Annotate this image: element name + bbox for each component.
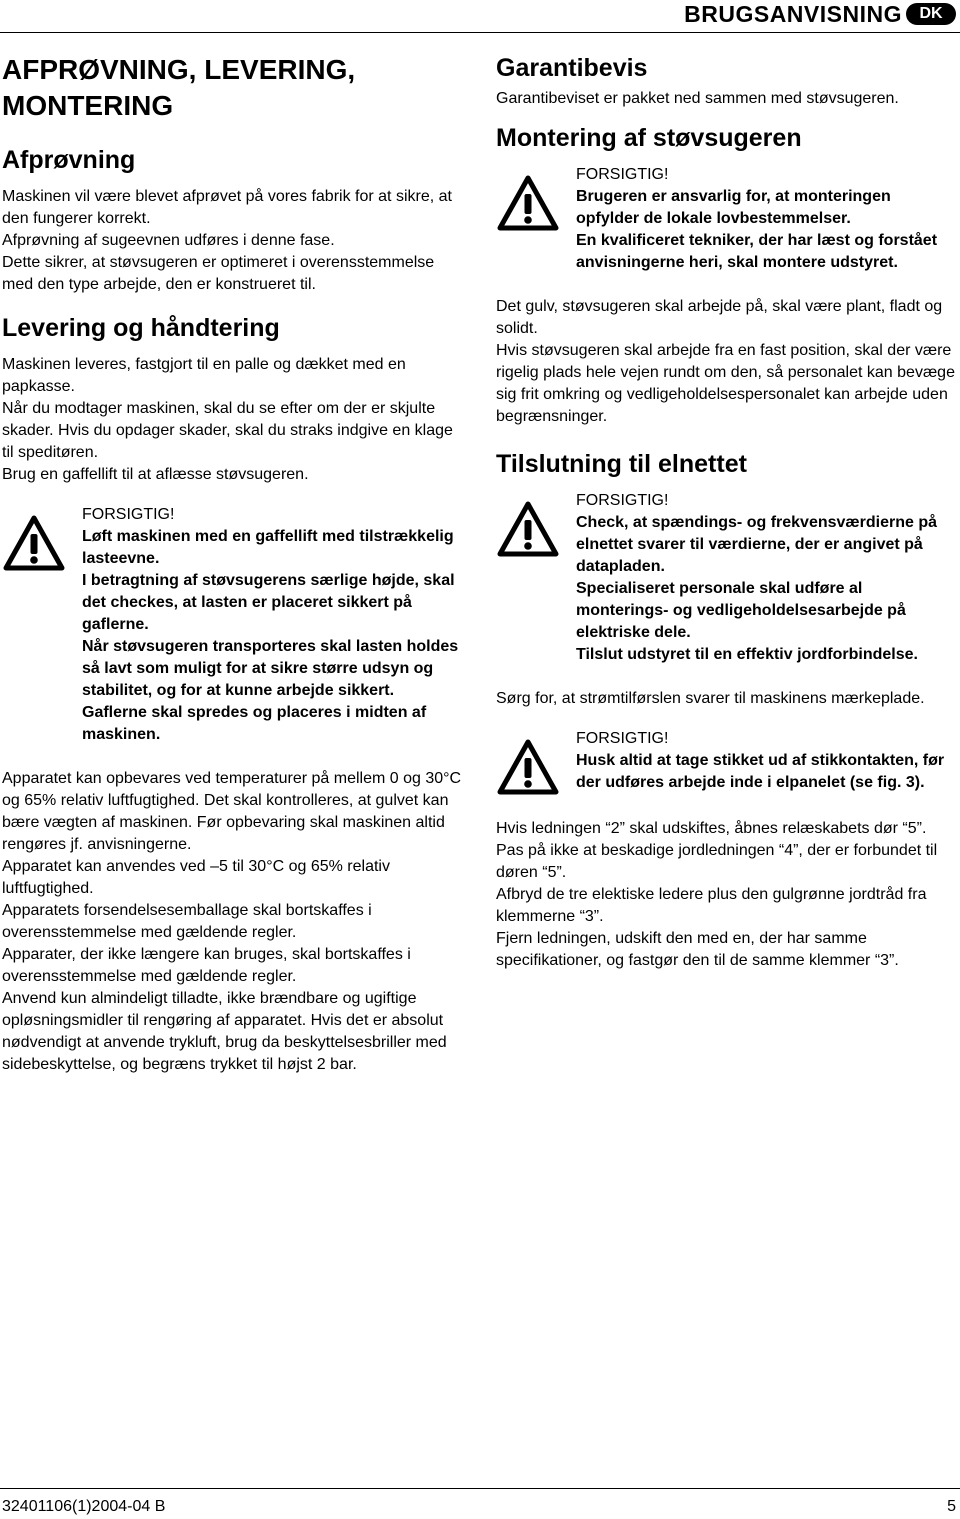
section-heading-levering: Levering og håndtering (2, 314, 280, 342)
footer-divider (0, 1488, 960, 1489)
page-number: 5 (947, 1498, 956, 1515)
caution-line: Tilslut udstyret til en effektiv jordforbindelse. (576, 646, 918, 663)
section-heading-garantibevis: Garantibevis (496, 54, 648, 82)
left-column (2, 52, 464, 1076)
caution-title: FORSIGTIG! (576, 730, 669, 747)
paragraph: Hvis støvsugeren skal arbejde fra en fast position, skal der være rigelig plads hele vejen rundt om den, så personalet kan bevæge sig frit omkring og vedligeholdelsespersonalet kan arbejde uden begrænsninger. (496, 342, 955, 425)
header-title: BRUGSANVISNING (684, 1, 902, 27)
warning-triangle-icon (496, 164, 576, 274)
caution-title: FORSIGTIG! (82, 506, 175, 523)
caution-block (496, 490, 956, 666)
paragraph: Apparatets forsendelsesemballage skal bortskaffes i overensstemmelse med gældende regler. (2, 902, 372, 941)
paragraph: Anvend kun almindeligt tilladte, ikke brændbare og ugiftige opløsningsmidler til rengøring af apparatet. Hvis det er absolut nødvendigt at anvende trykluft, brug da beskyttelsesbriller med sidebeskyttelse, og begræns trykket til højst 2 bar. (2, 990, 447, 1073)
paragraph: Når du modtager maskinen, skal du se efter om der er skjulte skader. Hvis du opdager skader, skal du straks indgive en klage til speditøren. (2, 400, 453, 461)
paragraph: Brug en gaffellift til at aflæsse støvsugeren. (2, 466, 309, 483)
right-column (496, 52, 956, 972)
caution-line: I betragtning af støvsugerens særlige højde, skal det checkes, at lasten er placeret sikkert på gaflerne. (82, 572, 455, 633)
language-badge: DK (906, 3, 956, 25)
paragraph: Garantibeviset er pakket ned sammen med støvsugeren. (496, 90, 899, 107)
paragraph: Afprøvning af sugeevnen udføres i denne fase. (2, 232, 335, 249)
paragraph: Pas på ikke at beskadige jordledningen “4”, der er forbundet til døren “5”. (496, 842, 938, 881)
caution-line: Når støvsugeren transporteres skal lasten holdes så lavt som muligt for at sikre større udsyn og stabilitet, og for at kunne arbejde sikkert. (82, 638, 459, 699)
caution-block (496, 728, 956, 796)
paragraph: Afbryd de tre elektiske ledere plus den gulgrønne jordtråd fra klemmerne “3”. (496, 886, 927, 925)
warning-triangle-icon (2, 504, 82, 746)
document-code: 32401106(1)2004-04 B (2, 1498, 166, 1515)
caution-line: Check, at spændings- og frekvensværdierne på elnettet svarer til værdierne, der er angivet på datapladen. (576, 514, 937, 575)
paragraph: Apparatet kan anvendes ved –5 til 30°C og 65% relativ luftfugtighed. (2, 858, 390, 897)
paragraph: Sørg for, at strømtilførslen svarer til maskinens mærkeplade. (496, 690, 925, 707)
paragraph: Maskinen leveres, fastgjort til en palle og dækket med en papkasse. (2, 356, 406, 395)
warning-triangle-icon (496, 490, 576, 666)
paragraph: Dette sikrer, at støvsugeren er optimeret i overensstemmelse med den type arbejde, den er konstrueret til. (2, 254, 435, 293)
page-title: AFPRØVNING, LEVERING, MONTERING (2, 54, 356, 121)
section-heading-afproevning: Afprøvning (2, 146, 136, 174)
caution-line: Specialiseret personale skal udføre al monterings- og vedligeholdelsesarbejde på elektriske dele. (576, 580, 906, 641)
paragraph: Apparatet kan opbevares ved temperaturer på mellem 0 og 30°C og 65% relativ luftfugtighed. Det skal kontrolleres, at gulvet kan bære vægten af maskinen. Før opbevaring skal maskinen altid rengøres jf. anvisningerne. (2, 770, 462, 853)
paragraph: Maskinen vil være blevet afprøvet på vores fabrik for at sikre, at den fungerer korrekt. (2, 188, 452, 227)
caution-title: FORSIGTIG! (576, 166, 669, 183)
warning-triangle-icon (496, 728, 576, 796)
paragraph: Hvis ledningen “2” skal udskiftes, åbnes relæskabets dør “5”. (496, 820, 927, 837)
caution-line: Gaflerne skal spredes og placeres i midten af maskinen. (82, 704, 427, 743)
caution-block (2, 504, 464, 746)
paragraph: Apparater, der ikke længere kan bruges, skal bortskaffes i overensstemmelse med gældende regler. (2, 946, 411, 985)
caution-line: En kvalificeret tekniker, der har læst og forstået anvisningerne heri, skal montere udstyret. (576, 232, 938, 271)
paragraph: Det gulv, støvsugeren skal arbejde på, skal være plant, fladt og solidt. (496, 298, 943, 337)
caution-line: Husk altid at tage stikket ud af stikkontakten, før der udføres arbejde inde i elpanelet (se fig. 3). (576, 752, 945, 791)
caution-title: FORSIGTIG! (576, 492, 669, 509)
section-heading-tilslutning: Tilslutning til elnettet (496, 450, 747, 478)
section-heading-montering: Montering af støvsugeren (496, 124, 802, 152)
caution-line: Brugeren er ansvarlig for, at monteringen opfylder de lokale lovbestemmelser. (576, 188, 891, 227)
caution-line: Løft maskinen med en gaffellift med tilstrækkelig lasteevne. (82, 528, 454, 567)
paragraph: Fjern ledningen, udskift den med en, der har samme specifikationer, og fastgør den til de samme klemmer “3”. (496, 930, 899, 969)
caution-block (496, 164, 956, 274)
header-divider (0, 32, 960, 33)
